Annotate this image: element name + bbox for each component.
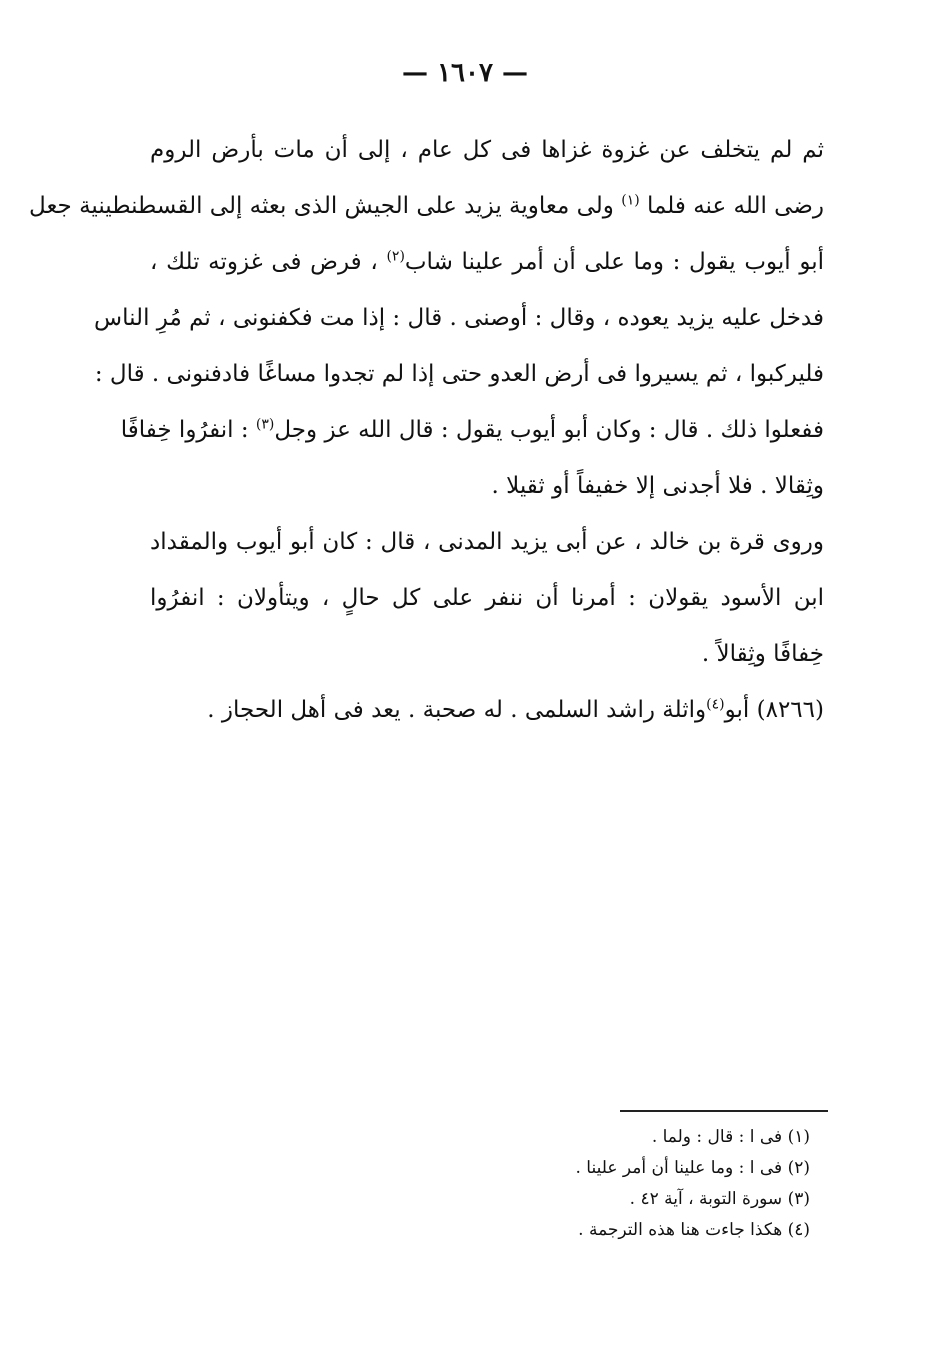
paragraph-1 xyxy=(29,122,825,514)
text-line xyxy=(150,682,824,738)
footnote-2: (٢) فى ا : وما علينا أن أمر علينا . xyxy=(575,1158,810,1178)
footnote-ref-4: (٤) xyxy=(706,696,725,713)
text-segment: ولى معاوية يزيد على الجيش الذى بعثه إلى القسطنطينية جعل xyxy=(29,193,614,219)
text-segment: ففعلوا ذلك . قال : وكان أبو أيوب يقول : قال الله عز وجل xyxy=(274,417,824,443)
text-line: فليركبوا ، ثم يسيروا فى أرض العدو حتى إذا لم تجدوا مساغًا فادفنونى . قال : xyxy=(94,361,824,387)
text-line: وروى قرة بن خالد ، عن أبى يزيد المدنى ، قال : كان أبو أيوب والمقداد xyxy=(150,529,824,555)
text-line: خِفافًا وثِقالاً . xyxy=(701,641,824,667)
footnote-ref-3: (٣) xyxy=(255,416,275,433)
footnote-3: (٣) سورة التوبة ، آية ٤٢ . xyxy=(629,1189,810,1209)
text-segment: : انفرُوا خِفافًا xyxy=(120,417,249,443)
text-segment: واثلة راشد السلمى . له صحبة . يعد فى أهل الحجاز . xyxy=(207,697,707,723)
text-segment: رضى الله عنه فلما xyxy=(647,193,824,219)
footnote-4: (٤) هكذا جاءت هنا هذه الترجمة . xyxy=(578,1220,810,1240)
text-segment: أبو أيوب يقول : وما على أن أمر علينا شاب xyxy=(404,249,825,275)
paragraph-3 xyxy=(150,682,824,738)
entry-number: (٨٢٦٦) أبو xyxy=(724,697,824,723)
main-text xyxy=(29,122,825,738)
footnote-1: (١) فى ا : قال : ولما . xyxy=(651,1127,810,1147)
text-line: ثم لم يتخلف عن غزوة غزاها فى كل عام ، إلى أن مات بأرض الروم xyxy=(150,137,824,163)
text-line: فدخل عليه يزيد يعوده ، وقال : أوصنى . قال : إذا مت فكفنونى ، ثم مُرِ الناس xyxy=(94,305,824,331)
paragraph-2 xyxy=(150,514,824,682)
text-line: ابن الأسود يقولان : أمرنا أن ننفر على كل حالٍ ، ويتأولان : انفرُوا xyxy=(150,585,824,611)
text-line: وثِقالا . فلا أجدنى إلا خفيفاً أو ثقيلا . xyxy=(491,473,824,499)
text-line xyxy=(29,178,824,234)
footnote-ref-1: (١) xyxy=(621,192,640,209)
text-line xyxy=(120,402,824,458)
footnotes xyxy=(390,1122,810,1246)
text-line xyxy=(150,234,824,290)
text-segment: ، فرض فى غزوته تلك ، xyxy=(150,249,378,275)
footnote-ref-2: (٢) xyxy=(386,248,405,265)
page-number: — ١٦٠٧ — xyxy=(402,58,528,88)
footnote-divider xyxy=(620,1110,828,1112)
